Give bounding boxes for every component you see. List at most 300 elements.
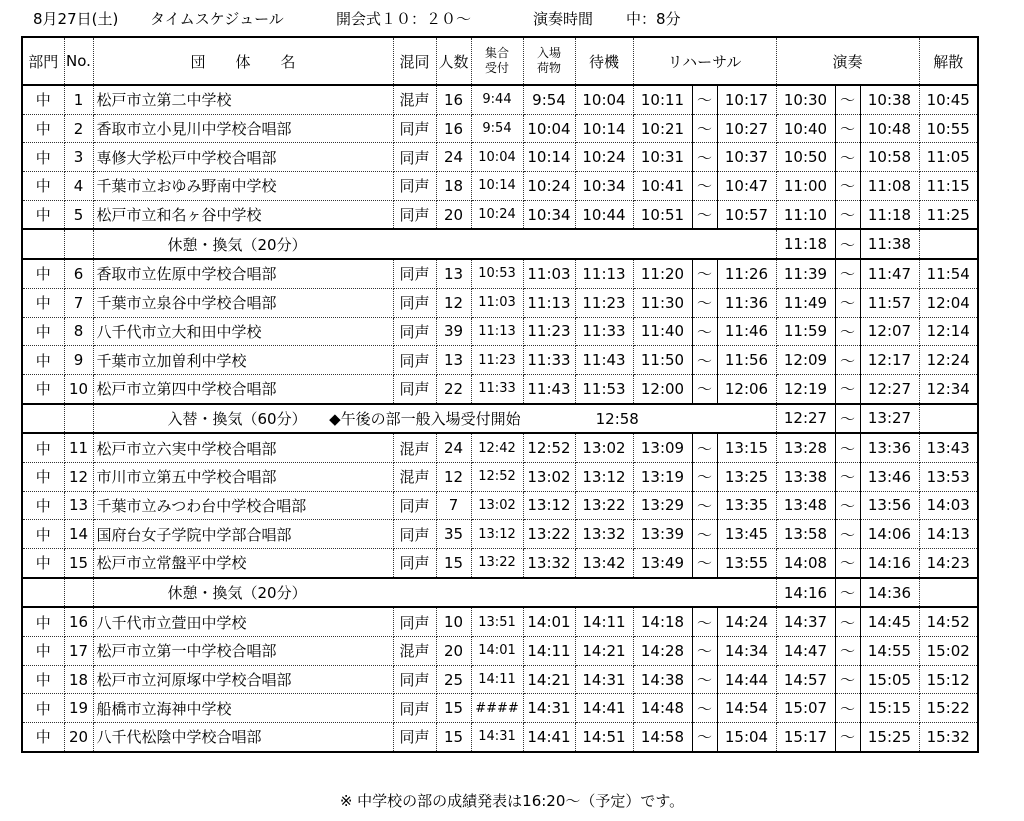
number-cell: 16 <box>64 607 93 636</box>
performance-tilde: ～ <box>835 200 860 229</box>
performance-tilde: ～ <box>835 607 860 636</box>
rehearsal-tilde: ～ <box>692 491 717 520</box>
table-row <box>22 665 978 694</box>
rehearsal-start-cell: 10:41 <box>633 172 692 201</box>
rehearsal-tilde: ～ <box>692 694 717 723</box>
count-cell: 25 <box>436 665 471 694</box>
break-row <box>22 404 978 434</box>
performance-end-cell: 14:45 <box>860 607 919 636</box>
gather-time-cell: 12:52 <box>471 462 523 491</box>
schedule-table <box>21 36 979 753</box>
entry-time-cell: 14:21 <box>523 665 575 694</box>
rehearsal-end-cell: 13:35 <box>717 491 776 520</box>
dismiss-time-cell: 13:43 <box>919 433 978 462</box>
entry-time-cell: 12:52 <box>523 433 575 462</box>
schedule-title: タイムスケジュール <box>150 10 284 28</box>
performance-tilde: ～ <box>835 85 860 114</box>
dismiss-time-cell: 12:04 <box>919 288 978 317</box>
gather-time-cell: 13:12 <box>471 520 523 549</box>
dismiss-time-cell: 15:32 <box>919 723 978 752</box>
group-name-cell: 松戸市立第一中学校合唱部 <box>93 637 393 666</box>
division-cell: 中 <box>22 549 64 578</box>
number-cell: 15 <box>64 549 93 578</box>
count-cell: 7 <box>436 491 471 520</box>
entry-time-cell: 14:31 <box>523 694 575 723</box>
rehearsal-tilde: ～ <box>692 346 717 375</box>
entry-time-cell: 10:04 <box>523 114 575 143</box>
table-row <box>22 114 978 143</box>
performance-end-cell: 12:27 <box>860 374 919 403</box>
performance-tilde: ～ <box>835 143 860 172</box>
table-row <box>22 200 978 229</box>
col-no: No. <box>64 37 93 85</box>
break-end: 14:36 <box>860 578 919 608</box>
group-name-cell: 八千代市立大和田中学校 <box>93 317 393 346</box>
wait-time-cell: 13:22 <box>575 491 633 520</box>
table-row <box>22 317 978 346</box>
wait-time-cell: 14:41 <box>575 694 633 723</box>
count-cell: 12 <box>436 288 471 317</box>
wait-time-cell: 13:32 <box>575 520 633 549</box>
number-cell: 18 <box>64 665 93 694</box>
performance-tilde: ～ <box>835 694 860 723</box>
performance-end-cell: 12:17 <box>860 346 919 375</box>
gather-time-cell: 11:03 <box>471 288 523 317</box>
rehearsal-end-cell: 14:34 <box>717 637 776 666</box>
number-cell: 10 <box>64 374 93 403</box>
rehearsal-start-cell: 14:58 <box>633 723 692 752</box>
rehearsal-tilde: ～ <box>692 637 717 666</box>
wait-time-cell: 14:11 <box>575 607 633 636</box>
rehearsal-end-cell: 10:27 <box>717 114 776 143</box>
division-cell: 中 <box>22 462 64 491</box>
dismiss-time-cell: 10:55 <box>919 114 978 143</box>
wait-time-cell: 14:21 <box>575 637 633 666</box>
table-row <box>22 172 978 201</box>
number-cell: 5 <box>64 200 93 229</box>
rehearsal-tilde: ～ <box>692 172 717 201</box>
rehearsal-start-cell: 12:00 <box>633 374 692 403</box>
count-cell: 15 <box>436 723 471 752</box>
col-gather-line2: 受付 <box>484 61 509 75</box>
rehearsal-end-cell: 11:56 <box>717 346 776 375</box>
schedule-body <box>22 85 978 752</box>
table-row <box>22 346 978 375</box>
performance-start-cell: 13:58 <box>776 520 835 549</box>
rehearsal-start-cell: 10:21 <box>633 114 692 143</box>
gather-time-cell: 10:04 <box>471 143 523 172</box>
count-cell: 39 <box>436 317 471 346</box>
break-end: 13:27 <box>860 404 919 434</box>
wait-time-cell: 10:14 <box>575 114 633 143</box>
performance-tilde: ～ <box>835 288 860 317</box>
entry-time-cell: 11:03 <box>523 259 575 288</box>
number-cell: 3 <box>64 143 93 172</box>
count-cell: 16 <box>436 85 471 114</box>
gather-time-cell: #### <box>471 694 523 723</box>
rehearsal-end-cell: 11:36 <box>717 288 776 317</box>
rehearsal-start-cell: 11:40 <box>633 317 692 346</box>
performance-tilde: ～ <box>835 172 860 201</box>
break-no-cell <box>64 404 93 434</box>
dismiss-time-cell: 12:24 <box>919 346 978 375</box>
performance-end-cell: 15:15 <box>860 694 919 723</box>
division-cell: 中 <box>22 200 64 229</box>
number-cell: 9 <box>64 346 93 375</box>
rehearsal-end-cell: 10:57 <box>717 200 776 229</box>
col-performance: 演奏 <box>776 37 919 85</box>
count-cell: 24 <box>436 143 471 172</box>
performance-tilde: ～ <box>835 491 860 520</box>
rehearsal-tilde: ～ <box>692 85 717 114</box>
wait-time-cell: 10:34 <box>575 172 633 201</box>
wait-time-cell: 14:51 <box>575 723 633 752</box>
performance-start-cell: 15:17 <box>776 723 835 752</box>
performance-end-cell: 13:46 <box>860 462 919 491</box>
wait-time-cell: 11:43 <box>575 346 633 375</box>
gather-time-cell: 13:02 <box>471 491 523 520</box>
entry-time-cell: 11:33 <box>523 346 575 375</box>
wait-time-cell: 11:13 <box>575 259 633 288</box>
performance-start-cell: 14:57 <box>776 665 835 694</box>
rehearsal-end-cell: 12:06 <box>717 374 776 403</box>
count-cell: 15 <box>436 549 471 578</box>
group-name-cell: 松戸市立河原塚中学校合唱部 <box>93 665 393 694</box>
dismiss-time-cell: 14:03 <box>919 491 978 520</box>
rehearsal-tilde: ～ <box>692 200 717 229</box>
division-cell: 中 <box>22 288 64 317</box>
rehearsal-end-cell: 10:37 <box>717 143 776 172</box>
count-cell: 13 <box>436 346 471 375</box>
entry-time-cell: 11:13 <box>523 288 575 317</box>
gather-time-cell: 9:54 <box>471 114 523 143</box>
rehearsal-tilde: ～ <box>692 723 717 752</box>
voice-cell: 混声 <box>393 85 436 114</box>
table-row <box>22 462 978 491</box>
division-cell: 中 <box>22 665 64 694</box>
division-cell: 中 <box>22 433 64 462</box>
division-cell: 中 <box>22 491 64 520</box>
rehearsal-start-cell: 11:20 <box>633 259 692 288</box>
col-division: 部門 <box>22 37 64 85</box>
break-division-cell <box>22 404 64 434</box>
division-cell: 中 <box>22 694 64 723</box>
voice-cell: 混声 <box>393 433 436 462</box>
voice-cell: 同声 <box>393 723 436 752</box>
group-name-cell: 船橋市立海神中学校 <box>93 694 393 723</box>
voice-cell: 同声 <box>393 607 436 636</box>
number-cell: 2 <box>64 114 93 143</box>
break-dismiss-cell <box>919 404 978 434</box>
performance-end-cell: 11:18 <box>860 200 919 229</box>
number-cell: 11 <box>64 433 93 462</box>
wait-time-cell: 11:23 <box>575 288 633 317</box>
performance-tilde: ～ <box>835 259 860 288</box>
count-cell: 16 <box>436 114 471 143</box>
performance-tilde: ～ <box>835 346 860 375</box>
performance-start-cell: 13:28 <box>776 433 835 462</box>
entry-time-cell: 14:01 <box>523 607 575 636</box>
performance-start-cell: 11:39 <box>776 259 835 288</box>
number-cell: 7 <box>64 288 93 317</box>
rehearsal-end-cell: 14:54 <box>717 694 776 723</box>
performance-tilde: ～ <box>835 317 860 346</box>
wait-time-cell: 13:12 <box>575 462 633 491</box>
break-start: 11:18 <box>776 229 835 259</box>
col-gather-line1: 集合 <box>484 46 509 60</box>
break-start: 14:16 <box>776 578 835 608</box>
rehearsal-start-cell: 14:18 <box>633 607 692 636</box>
performance-start-cell: 13:38 <box>776 462 835 491</box>
rehearsal-end-cell: 13:55 <box>717 549 776 578</box>
col-gather <box>471 37 523 85</box>
col-count: 人数 <box>436 37 471 85</box>
count-cell: 10 <box>436 607 471 636</box>
number-cell: 20 <box>64 723 93 752</box>
wait-time-cell: 13:02 <box>575 433 633 462</box>
voice-cell: 同声 <box>393 665 436 694</box>
number-cell: 19 <box>64 694 93 723</box>
rehearsal-start-cell: 10:11 <box>633 85 692 114</box>
rehearsal-start-cell: 10:51 <box>633 200 692 229</box>
performance-tilde: ～ <box>835 549 860 578</box>
group-name-cell: 専修大学松戸中学校合唱部 <box>93 143 393 172</box>
performance-start-cell: 10:40 <box>776 114 835 143</box>
count-cell: 12 <box>436 462 471 491</box>
wait-time-cell: 13:42 <box>575 549 633 578</box>
performance-start-cell: 14:47 <box>776 637 835 666</box>
entry-time-cell: 10:14 <box>523 143 575 172</box>
division-cell: 中 <box>22 637 64 666</box>
wait-time-cell: 10:24 <box>575 143 633 172</box>
division-cell: 中 <box>22 607 64 636</box>
voice-cell: 同声 <box>393 172 436 201</box>
entry-time-cell: 14:41 <box>523 723 575 752</box>
wait-time-cell: 10:44 <box>575 200 633 229</box>
group-name-cell: 香取市立小見川中学校合唱部 <box>93 114 393 143</box>
wait-time-cell: 14:31 <box>575 665 633 694</box>
wait-time-cell: 11:33 <box>575 317 633 346</box>
rehearsal-start-cell: 11:30 <box>633 288 692 317</box>
break-row <box>22 578 978 608</box>
voice-cell: 混声 <box>393 637 436 666</box>
entry-time-cell: 10:24 <box>523 172 575 201</box>
performance-start-cell: 10:30 <box>776 85 835 114</box>
dismiss-time-cell: 14:13 <box>919 520 978 549</box>
voice-cell: 同声 <box>393 694 436 723</box>
group-name-cell: 松戸市立和名ヶ谷中学校 <box>93 200 393 229</box>
header-row <box>22 37 978 85</box>
rehearsal-end-cell: 11:46 <box>717 317 776 346</box>
count-cell: 15 <box>436 694 471 723</box>
performance-start-cell: 11:59 <box>776 317 835 346</box>
count-cell: 18 <box>436 172 471 201</box>
division-cell: 中 <box>22 85 64 114</box>
entry-time-cell: 10:34 <box>523 200 575 229</box>
performance-tilde: ～ <box>835 723 860 752</box>
dismiss-time-cell: 10:45 <box>919 85 978 114</box>
break-dismiss-cell <box>919 578 978 608</box>
performance-end-cell: 11:08 <box>860 172 919 201</box>
voice-cell: 同声 <box>393 374 436 403</box>
group-name-cell: 千葉市立泉谷中学校合唱部 <box>93 288 393 317</box>
count-cell: 22 <box>436 374 471 403</box>
count-cell: 20 <box>436 200 471 229</box>
count-cell: 35 <box>436 520 471 549</box>
rehearsal-end-cell: 13:15 <box>717 433 776 462</box>
voice-cell: 同声 <box>393 317 436 346</box>
number-cell: 6 <box>64 259 93 288</box>
schedule-header <box>0 0 1024 34</box>
rehearsal-tilde: ～ <box>692 607 717 636</box>
division-cell: 中 <box>22 172 64 201</box>
break-label: 休憩・換気（20分） <box>93 229 776 259</box>
entry-time-cell: 13:22 <box>523 520 575 549</box>
performance-end-cell: 15:25 <box>860 723 919 752</box>
gather-time-cell: 11:13 <box>471 317 523 346</box>
performance-end-cell: 10:48 <box>860 114 919 143</box>
performance-tilde: ～ <box>835 374 860 403</box>
rehearsal-tilde: ～ <box>692 317 717 346</box>
performance-tilde: ～ <box>835 462 860 491</box>
break-label: 入替・換気（60分） ◆午後の部一般入場受付開始 12:58 <box>93 404 776 434</box>
performance-start-cell: 10:50 <box>776 143 835 172</box>
col-wait: 待機 <box>575 37 633 85</box>
performance-end-cell: 14:16 <box>860 549 919 578</box>
performance-start-cell: 14:37 <box>776 607 835 636</box>
rehearsal-start-cell: 13:29 <box>633 491 692 520</box>
voice-cell: 同声 <box>393 549 436 578</box>
number-cell: 14 <box>64 520 93 549</box>
dismiss-time-cell: 12:14 <box>919 317 978 346</box>
dismiss-time-cell: 14:52 <box>919 607 978 636</box>
gather-time-cell: 13:22 <box>471 549 523 578</box>
results-note: ※ 中学校の部の成績発表は16:20～（予定）です。 <box>339 792 685 810</box>
number-cell: 8 <box>64 317 93 346</box>
group-name-cell: 国府台女子学院中学部合唱部 <box>93 520 393 549</box>
number-cell: 17 <box>64 637 93 666</box>
division-cell: 中 <box>22 520 64 549</box>
rehearsal-tilde: ～ <box>692 288 717 317</box>
entry-time-cell: 9:54 <box>523 85 575 114</box>
group-name-cell: 千葉市立おゆみ野南中学校 <box>93 172 393 201</box>
gather-time-cell: 14:31 <box>471 723 523 752</box>
division-cell: 中 <box>22 374 64 403</box>
performance-start-cell: 12:09 <box>776 346 835 375</box>
col-voice: 混同 <box>393 37 436 85</box>
performance-tilde: ～ <box>835 520 860 549</box>
dismiss-time-cell: 15:12 <box>919 665 978 694</box>
table-row <box>22 637 978 666</box>
performance-tilde: ～ <box>835 114 860 143</box>
rehearsal-tilde: ～ <box>692 549 717 578</box>
break-tilde: ～ <box>835 404 860 434</box>
dismiss-time-cell: 14:23 <box>919 549 978 578</box>
rehearsal-start-cell: 13:39 <box>633 520 692 549</box>
break-end: 11:38 <box>860 229 919 259</box>
number-cell: 13 <box>64 491 93 520</box>
voice-cell: 同声 <box>393 491 436 520</box>
performance-end-cell: 14:06 <box>860 520 919 549</box>
count-cell: 20 <box>436 637 471 666</box>
rehearsal-end-cell: 10:17 <box>717 85 776 114</box>
rehearsal-start-cell: 13:09 <box>633 433 692 462</box>
entry-time-cell: 13:02 <box>523 462 575 491</box>
table-row <box>22 520 978 549</box>
dismiss-time-cell: 13:53 <box>919 462 978 491</box>
performance-start-cell: 11:49 <box>776 288 835 317</box>
number-cell: 12 <box>64 462 93 491</box>
rehearsal-tilde: ～ <box>692 433 717 462</box>
group-name-cell: 松戸市立六実中学校合唱部 <box>93 433 393 462</box>
dismiss-time-cell: 15:22 <box>919 694 978 723</box>
division-cell: 中 <box>22 114 64 143</box>
entry-time-cell: 13:32 <box>523 549 575 578</box>
rehearsal-tilde: ～ <box>692 520 717 549</box>
table-row <box>22 259 978 288</box>
break-tilde: ～ <box>835 229 860 259</box>
voice-cell: 同声 <box>393 200 436 229</box>
wait-time-cell: 10:04 <box>575 85 633 114</box>
performance-end-cell: 13:56 <box>860 491 919 520</box>
division-cell: 中 <box>22 346 64 375</box>
break-dismiss-cell <box>919 229 978 259</box>
performance-tilde: ～ <box>835 433 860 462</box>
rehearsal-end-cell: 13:25 <box>717 462 776 491</box>
rehearsal-end-cell: 14:44 <box>717 665 776 694</box>
performance-start-cell: 12:19 <box>776 374 835 403</box>
performance-start-cell: 15:07 <box>776 694 835 723</box>
dismiss-time-cell: 11:54 <box>919 259 978 288</box>
gather-time-cell: 10:53 <box>471 259 523 288</box>
duration-value: 中：8分 <box>626 10 681 28</box>
gather-time-cell: 12:42 <box>471 433 523 462</box>
voice-cell: 同声 <box>393 259 436 288</box>
performance-end-cell: 14:55 <box>860 637 919 666</box>
table-row <box>22 85 978 114</box>
entry-time-cell: 13:12 <box>523 491 575 520</box>
break-no-cell <box>64 578 93 608</box>
rehearsal-end-cell: 14:24 <box>717 607 776 636</box>
table-row <box>22 491 978 520</box>
break-start: 12:27 <box>776 404 835 434</box>
col-entry-line2: 荷物 <box>536 61 561 75</box>
rehearsal-start-cell: 14:38 <box>633 665 692 694</box>
count-cell: 13 <box>436 259 471 288</box>
performance-end-cell: 10:38 <box>860 85 919 114</box>
gather-time-cell: 9:44 <box>471 85 523 114</box>
col-name: 団 体 名 <box>93 37 393 85</box>
performance-start-cell: 11:10 <box>776 200 835 229</box>
performance-start-cell: 13:48 <box>776 491 835 520</box>
performance-tilde: ～ <box>835 637 860 666</box>
gather-time-cell: 11:33 <box>471 374 523 403</box>
table-row <box>22 433 978 462</box>
rehearsal-tilde: ～ <box>692 462 717 491</box>
table-row <box>22 288 978 317</box>
dismiss-time-cell: 11:15 <box>919 172 978 201</box>
table-row <box>22 374 978 403</box>
voice-cell: 同声 <box>393 143 436 172</box>
entry-time-cell: 11:43 <box>523 374 575 403</box>
event-date: 8月27日(土) <box>33 10 119 28</box>
group-name-cell: 松戸市立第四中学校合唱部 <box>93 374 393 403</box>
gather-time-cell: 13:51 <box>471 607 523 636</box>
division-cell: 中 <box>22 317 64 346</box>
rehearsal-end-cell: 15:04 <box>717 723 776 752</box>
opening-time: 開会式１０：２０～ <box>336 10 472 28</box>
number-cell: 4 <box>64 172 93 201</box>
